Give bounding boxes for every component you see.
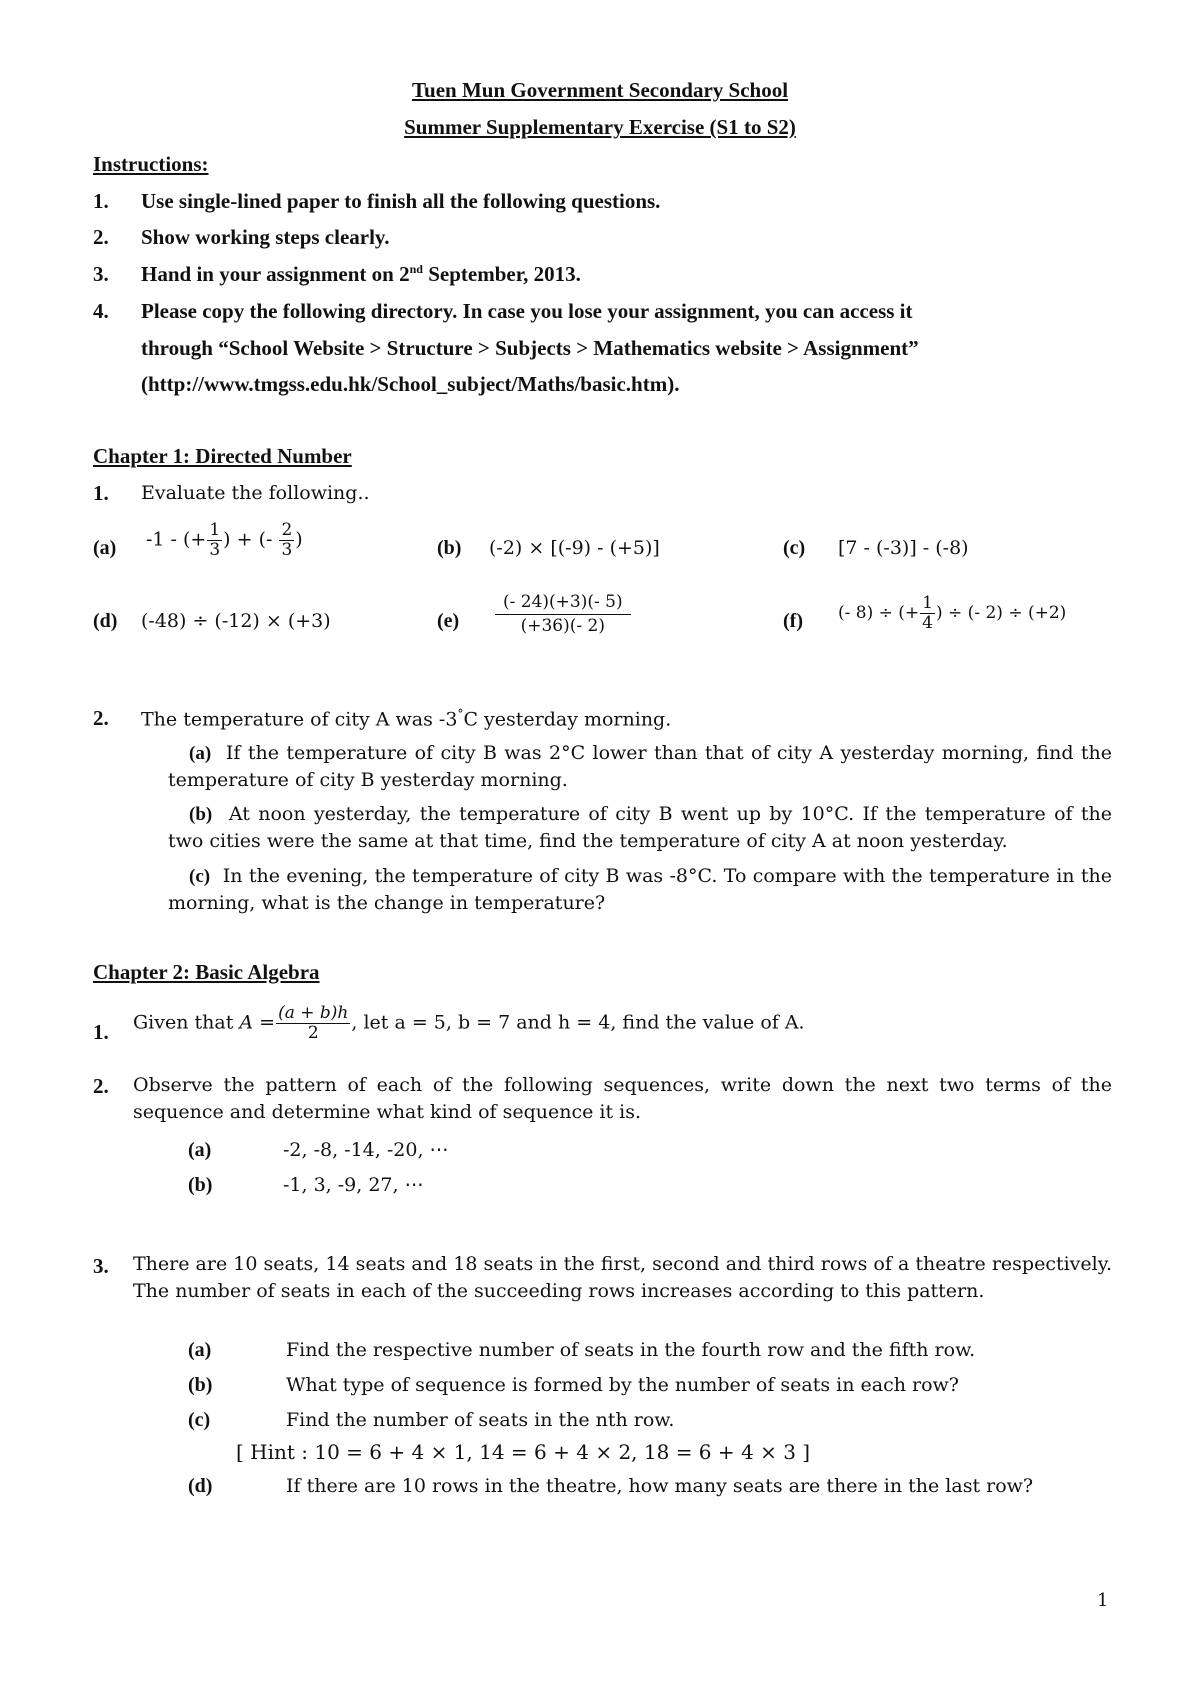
question-number: 1. [93,481,109,505]
question-number: 1. [93,1020,109,1044]
directory-url: (http://www.tmgss.edu.hk/School_subject/Maths/basic.htm). [141,372,680,396]
fraction: $\frac{(a + b)h}{2}$ [278,1003,349,1043]
instruction-text: Please copy the following directory. In case you lose your assignment, you can access it [141,299,913,323]
subquestion: (a) If the temperature of city B was 2°C lower than that of city A yesterday morning, find the temperature of city B yesterday morning. [168,742,1112,791]
subquestion-text: Find the number of seats in the nth row. [286,1409,675,1431]
instruction-number: 1. [93,189,109,213]
part-label: (b) [188,1174,213,1196]
part-label: (f) [783,610,803,632]
part-label: (b) [188,1374,213,1396]
part-label: (a) [188,1139,212,1161]
question-text: Evaluate the following.. [141,482,370,504]
instruction-text: through “School Website > Structure > Subjects > Mathematics website > Assignment” [141,336,919,360]
instruction-text: Hand in your assignment on 2nd September, 2013. [141,262,581,286]
question-number: 2. [93,706,109,730]
question-text: There are 10 seats, 14 seats and 18 seats in the first, second and third rows of a theatre respectively. The number of seats in each of the succeeding rows increases according to this pattern. [133,1253,1112,1302]
instructions-heading: Instructions: [93,152,209,176]
part-label: (e) [437,610,460,632]
subquestion-text: Find the respective number of seats in the fourth row and the fifth row. [286,1339,976,1361]
page-number: 1 [1097,1590,1109,1611]
instruction-number: 3. [93,262,109,286]
question-text: Given that A = $\frac{(a + b)h}{2}$ , let a = 5, b = 7 and h = 4, find the value of A. [133,1003,805,1043]
subquestion-text: If there are 10 rows in the theatre, how many seats are there in the last row? [286,1475,1034,1497]
question-number: 3. [93,1254,109,1278]
part-label: (d) [188,1475,213,1497]
fraction: $\frac{(- 24)(+3)(- 5)}{(+36)(- 2)}$ [495,591,631,638]
fraction: $\frac{1}{4}$ [922,593,933,633]
part-label: (c) [188,1409,211,1431]
subquestion: (b) At noon yesterday, the temperature of city B went up by 10°C. If the temperature of the two cities were the same at that time, find the temperature of city A at noon yesterday. [168,803,1112,852]
expression-c: [7 - (-3)] - (-8) [838,537,969,559]
instruction-number: 2. [93,225,109,249]
instruction-number: 4. [93,299,109,323]
sequence-a: -2, -8, -14, -20, ⋯ [283,1139,449,1161]
part-label: (b) [437,537,462,559]
subquestion: (c) In the evening, the temperature of city B was -8°C. To compare with the temperature in the morning, what is the change in temperature? [168,865,1112,914]
part-label: (c) [783,537,806,559]
expression-f: (- 8) ÷ (+ $\frac{1}{4}$ ) ÷ (- 2) ÷ (+2) [838,593,1067,633]
expression-d: (-48) ÷ (-12) × (+3) [141,610,331,632]
fraction: $\frac{1}{3}$ [209,520,221,560]
question-number: 2. [93,1074,109,1098]
subquestion-text: What type of sequence is formed by the number of seats in each row? [286,1374,959,1396]
expression-e [494,591,632,638]
exercise-title: Summer Supplementary Exercise (S1 to S2) [404,115,796,139]
question-text: Observe the pattern of each of the following sequences, write down the next two terms of the sequence and determine what kind of sequence it is. [133,1074,1112,1123]
part-label: (a) [93,537,117,559]
hint: [ Hint : 10 = 6 + 4 × 1, 14 = 6 + 4 × 2, 18 = 6 + 4 × 3 ] [236,1440,811,1464]
question-text: The temperature of city A was -3°C yesterday morning. [141,707,672,731]
fraction: $\frac{2}{3}$ [281,520,293,560]
sequence-b: -1, 3, -9, 27, ⋯ [283,1174,424,1196]
expression-b: (-2) × [(-9) - (+5)] [489,537,660,559]
instruction-text: Use single-lined paper to finish all the following questions. [141,189,661,213]
school-title: Tuen Mun Government Secondary School [411,78,789,102]
part-label: (a) [188,1339,212,1361]
part-label: (d) [93,610,118,632]
instruction-text: Show working steps clearly. [141,225,390,249]
chapter1-heading: Chapter 1: Directed Number [93,444,352,468]
expression-a: -1 - (+ $\frac{1}{3}$ ) + (- $\frac{2}{3}$ ) [146,520,303,560]
chapter2-heading: Chapter 2: Basic Algebra [93,960,320,984]
